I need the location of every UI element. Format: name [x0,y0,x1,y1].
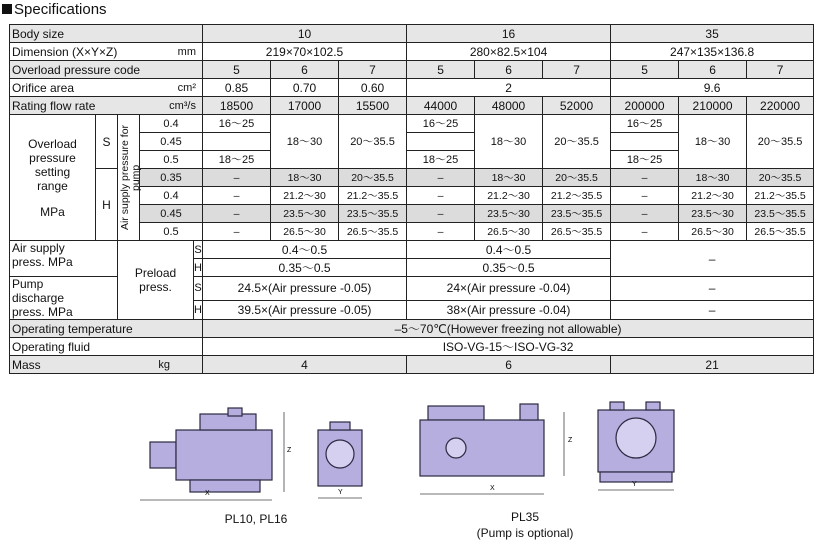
cell: 0.70 [271,79,339,97]
front-cap [330,422,350,430]
cell: 26.5～35.5 [747,223,814,241]
valve-body [176,430,272,480]
cell: 247×135×136.8 [611,43,814,61]
air-supply-label: Air supply press. MPa [10,241,118,277]
cell: 0.5 [140,223,203,241]
front-port [326,440,354,468]
cell: 26.5～30 [271,223,339,241]
pl10-front-view [318,422,362,486]
row-mass [10,356,814,374]
row-air-supply-s [10,241,814,259]
cell: 6 [271,61,339,79]
row-body-size [10,25,814,43]
cell: 38×(Air pressure -0.04) [407,300,611,319]
cell: 15500 [339,97,407,115]
cell [203,133,271,151]
pl35-side-view [420,404,544,476]
dim-z-label-2: Z [568,437,573,444]
rating-flow-label: Rating flow rate cm³/s [10,97,203,115]
cell: 16 [407,25,611,43]
cell: 18500 [203,97,271,115]
cell: 5 [407,61,475,79]
pl35-pump [520,404,538,420]
dim-x-label-2: X [490,485,495,492]
cell: 18～30 [679,169,747,187]
cell: – [407,187,475,205]
cell: – [203,223,271,241]
row-dimension [10,43,814,61]
cell: 21.2～35.5 [543,187,611,205]
cell: 21.2～35.5 [747,187,814,205]
cell: – [203,187,271,205]
cell: 20～35.5 [339,115,407,169]
cell: 0.45 [140,205,203,223]
spec-table [9,24,814,374]
pump-port [150,442,176,468]
cell: – [611,277,814,301]
cell: 18～25 [203,151,271,169]
cell: 18～30 [475,115,543,169]
cell: 16～25 [203,115,271,133]
cell: 18～25 [611,151,679,169]
cell: 18～25 [407,151,475,169]
cell: 0.4～0.5 [407,241,611,259]
cell: 20～35.5 [543,115,611,169]
cell: 26.5～35.5 [339,223,407,241]
s-label: S [194,241,203,259]
cell: – [203,205,271,223]
cell: 26.5～30 [679,223,747,241]
pl35-front-cap-r [646,402,660,410]
cell: 0.45 [140,133,203,151]
cell: 0.4～0.5 [203,241,407,259]
cell: 0.60 [339,79,407,97]
pl35-port [446,438,466,458]
cell: – [407,169,475,187]
dim-z-label-1: Z [287,447,292,454]
pump-discharge-label: Pump discharge press. MPa [10,277,118,320]
cell: 39.5×(Air pressure -0.05) [203,300,407,319]
orifice-label: Orifice area cm² [10,79,203,97]
cell: 20～35.5 [747,115,814,169]
cell: – [611,223,679,241]
cell: 44000 [407,97,475,115]
cell: 0.5 [140,151,203,169]
section-title: Specifications [2,1,107,18]
cell: 2 [407,79,611,97]
cell [611,133,679,151]
cell: 20～35.5 [543,169,611,187]
cell: 18～30 [679,115,747,169]
cell: 6 [407,356,611,374]
cell: – [611,187,679,205]
cell: 5 [203,61,271,79]
cell: 17000 [271,97,339,115]
cell: 7 [543,61,611,79]
cell: 18～30 [475,169,543,187]
body-size-label: Body size [10,25,203,43]
row-orifice [10,79,814,97]
cell: –5～70℃(However freezing not allowable) [203,320,814,338]
h-label: H [96,169,118,241]
row-op-temp [10,320,814,338]
cell: 23.5～35.5 [339,205,407,223]
product-drawings [0,392,820,542]
pl35-front-cap-l [610,402,624,410]
cell: 0.4 [140,187,203,205]
cell: 7 [339,61,407,79]
dimension-label: Dimension (X×Y×Z) mm [10,43,203,61]
cell: 21.2～35.5 [339,187,407,205]
cell [407,133,475,151]
row-s-0.4 [10,115,814,133]
cell: 210000 [679,97,747,115]
cell: 26.5～30 [475,223,543,241]
cell: 6 [475,61,543,79]
air-supply-vertical-label: Air supply pressure for pump [118,115,140,241]
valve-knob [228,408,242,416]
cell: 5 [611,61,679,79]
row-rating-flow [10,97,814,115]
dim-x-label-1: X [205,490,210,497]
cell: 219×70×102.5 [203,43,407,61]
cell: 23.5～35.5 [543,205,611,223]
cell: – [407,205,475,223]
cell: 10 [203,25,407,43]
cell: 48000 [475,97,543,115]
cell: 9.6 [611,79,814,97]
cell: 21.2～30 [475,187,543,205]
cell: 7 [747,61,814,79]
cell: ISO-VG-15～ISO-VG-32 [203,338,814,356]
cell: – [611,241,814,277]
cell: 18～30 [271,169,339,187]
caption-pl35: PL35 [510,510,540,524]
cell: 0.35～0.5 [203,259,407,277]
cell: 6 [679,61,747,79]
cell: 20～35.5 [339,169,407,187]
cell: 220000 [747,97,814,115]
row-overload-code [10,61,814,79]
h-label: H [194,300,203,319]
pl35-body [420,420,544,476]
caption-pl10: PL10, PL16 [224,512,288,526]
cell: 18～30 [271,115,339,169]
cell: 24.5×(Air pressure -0.05) [203,277,407,301]
cell: 0.35 [140,169,203,187]
cell: 0.4 [140,115,203,133]
pl35-front-view [598,402,674,482]
pl10-side-view [150,408,272,492]
cell: – [407,223,475,241]
cell: – [203,169,271,187]
overload-code-label: Overload pressure code [10,61,203,79]
s-label: S [194,277,203,301]
pl35-cap [428,406,484,420]
cell: – [611,300,814,319]
h-label: H [194,259,203,277]
cell: 21.2～30 [271,187,339,205]
s-label: S [96,115,118,169]
cell: – [611,205,679,223]
preload-label: Preload press. [118,241,194,320]
cell: 200000 [611,97,679,115]
valve-base [190,480,260,492]
cell: 16～25 [407,115,475,133]
cell: – [611,169,679,187]
op-fluid-label: Operating fluid [10,338,203,356]
cell: 24×(Air pressure -0.04) [407,277,611,301]
cell: 23.5～30 [679,205,747,223]
op-temp-label: Operating temperature [10,320,203,338]
dim-y-label-1: Y [338,489,343,496]
cell: 21 [611,356,814,374]
square-bullet-icon [2,4,12,14]
cell: 16～25 [611,115,679,133]
cell: 0.35～0.5 [407,259,611,277]
overload-setting-label: Overload pressure setting range MPa [10,115,96,241]
row-op-fluid [10,338,814,356]
cell: 21.2～30 [679,187,747,205]
cell: 35 [611,25,814,43]
cell: 23.5～30 [271,205,339,223]
cell: 20～35.5 [747,169,814,187]
dim-y-label-2: Y [632,481,637,488]
cell: 52000 [543,97,611,115]
caption-pl35-note: (Pump is optional) [476,526,574,540]
cell: 4 [203,356,407,374]
mass-label: Mass kg [10,356,203,374]
pl35-front-port [616,418,656,458]
cell: 23.5～30 [475,205,543,223]
cell: 23.5～35.5 [747,205,814,223]
cell: 26.5～35.5 [543,223,611,241]
cell: 280×82.5×104 [407,43,611,61]
cell: 0.85 [203,79,271,97]
